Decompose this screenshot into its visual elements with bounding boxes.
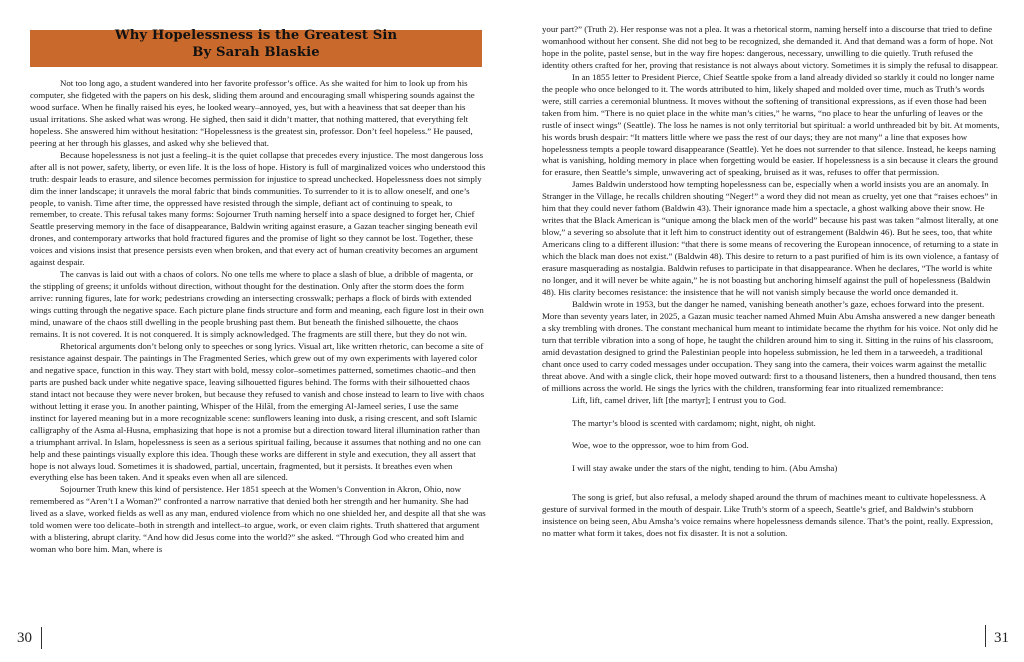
lyric-line: Lift, lift, camel driver, lift [the martyr]; I entrust you to God. xyxy=(572,394,787,405)
article-title: Why Hopelessness is the Greatest Sin xyxy=(114,28,398,43)
paragraph: Baldwin wrote in 1953, but the danger he named, vanishing beneath another’s gaze, echoes forward into the present. More than seventy years later, in 2025, a Gazan music teacher named Ahmed Muin Abu Amsha answered a new danger beneath a sky trembling with drones. The constant mechanical hum meant to intimidate became the rhythm for his voice. Not only did he turn that terrible vibration into a song of hope, he taught the children around him to sing it. Sitting in the ruins of his classroom, amid devastation designed to grind the Palestinian people into hopeless submission, he led them in a tarweedeh, a traditional chant once used to carry coded messages under occupation. They sang into the camera, their voices warm against the metallic threat above. And with a single click, their hope moved outward: first to a thousand listeners, then a hundred thousand, then tens of millions across the world. He sings the lyrics with the children, transforming fear into ritualized remembrance: xyxy=(542,298,998,393)
paragraph: Not too long ago, a student wandered into her favorite professor’s office. As she waited for him to look up from his computer, she fidgeted with the papers on his desk, sliding them around and encouraging small whispering sounds against the wood surface. When he finally raised his eyes, he looked weary–annoyed, yes, but with a heaviness that sat deeper than his usual irritations. She asked what was wrong. He sighed, then said it didn’t matter, that nothing mattered, that everything felt hopeless. She answered him without hesitation: “Hopelessness is the greatest sin, professor. Don’t feel hopeless.” He paused, peering at her through his glasses, and asked why she believed that. xyxy=(30,78,475,148)
right-column xyxy=(542,24,1000,540)
paragraph: Because hopelessness is not just a feeling–it is the quiet collapse that precedes every injustice. The most dangerous loss after all is not power, safety, liberty, or even life. It is the loss of hope. History is full of marginalized voices who understood this truth: despair leads to erasure, and silence becomes permission for injustice to spread unchecked. Hopelessness does not simply dim the inner landscape; it unravels the moral fabric that binds communities. To surrender to it is to allow oneself, and one’s people, to vanish. Time after time, the oppressed have resisted through the simple, defiant act of continuing to speak, to remember, to create. This refusal takes many forms: Sojourner Truth naming herself into a space designed to forget her, Chief Seattle preserving memory in the face of disappearance, Baldwin writing against erasure, a Gazan teacher singing beneath evil drones, and contemporary artworks that hold fractured figures and the promise of light so they cannot be lost. Together, these voices and visions insist that presence persists even when broken, and that every act of human creativity becomes an argument against despair. xyxy=(30,149,486,268)
article-byline: By Sarah Blaskie xyxy=(192,45,320,60)
paragraph: Sojourner Truth knew this kind of persistence. Her 1851 speech at the Women’s Convention in Akron, Ohio, now remembered as “Aren’t I a Woman?” confronted a narrow narrative that denied both her strength and her humanity. She had lived as a slave, worked fields as well as any man, endured violence from which no one shielded her, and despite all that she was told women were too delicate–both in strength and intellect–to argue, work, or even claim rights. Truth shattered that argument with a blistering, abrupt clarity. “And how did Jesus come into the world?” she asked. “Through God who created him and woman who bore him. Man, where is xyxy=(30,484,486,555)
paragraph: James Baldwin understood how tempting hopelessness can be, especially when a world insists you are an anomaly. In Stranger in the Village, he recalls children shouting “Neger!” a word they did not mean as cruelty, yet one that “raises echoes” in him that they could never fathom (Baldwin 43). Their ignorance made him a spectacle, a ghost walking above their snow. He writes that the Black American is “unique among the black men of the world” because his past was taken “almost literally, at one blow,” a severing so absolute that it left him to construct identity out of estrangement (Baldwin 46). But he sees, too, that white Americans cling to a different illusion: “that there is some means of recovering the European innocence, of returning to a state in which the black man does not exist.” (Baldwin 48). This desire to return to a past purified of him is its own violence, a fantasy of erasure masquerading as nostalgia. Baldwin refuses to participate in that disappearance. When he declares, “The world is white no longer, and it will never be white again,” he is not boasting but anchoring himself against the pull of hopelessness (Baldwin 48). His clarity becomes resistance: the insistence that he will not vanish simply because the world once demanded it. xyxy=(542,179,999,297)
right-page xyxy=(512,0,1024,662)
left-column xyxy=(30,78,486,556)
paragraph: Rhetorical arguments don’t belong only to speeches or song lyrics. Visual art, like written rhetoric, can become a site of resistance against despair. The paintings in The Fragmented Series, which grew out of my own experiments with layered color and negative space, function in this way. They start with bold, messy color–sometimes patterned, sometimes chaotic–and then parts are pushed back under white negative space, leaving silhouetted figures behind. The forms with their silhouetted chaos stand intact not because they were never broken, but because they refused to vanish and chose instead to learn to live with chaos without letting it erase you. In another painting, Whisper of the Hilāl, from the emerging Al-Jameel series, I use the same instinct for layered meaning but in a more recognizable scene: sunflowers leaning into dusk, a rising crescent, and soft Islamic calligraphy of the Asma al-Husna, emphasizing that hope is not a promise but a direction toward literal illumination rather than a triumphant arrival. In Islam, hopelessness is seen as a serious spiritual failing, because it assumes that nothing and no one can help and these paintings visually explore this idea. Though these works are different in style and execution, they all assert that hope is not always loud. Sometimes it is shadowed, partial, uncertain, fragmented, but it persists. It breathes even when everything else has been taken. And it speaks even when all are silenced. xyxy=(30,340,485,483)
song-lyrics xyxy=(542,395,1000,476)
paragraph-continued: your part?” (Truth 2). Her response was not a plea. It was a rhetorical storm, naming herself into a discourse that tried to define womanhood without her consent. She did not beg to be recognized, she demanded it. And that demand was a form of hope. Not hope in the polite, pastel sense, but in the way fire hopes: dangerous, necessary, unwilling to die quietly. Truth refused the identity others crafted for her, proving that resistance is not always about victory. Sometimes it is simply the refusal to disappear. xyxy=(542,24,999,70)
page-number-divider xyxy=(41,627,42,649)
page-number-right: 31 xyxy=(994,630,1009,646)
page-number-left: 30 xyxy=(17,630,32,646)
paragraph: The canvas is laid out with a chaos of colors. No one tells me where to place a slash of blue, a dribble of magenta, or the stippling of greens; it unfolds without direction, without thought for the destination. Only after the storm does the form arrive: running figures, late for work; pedestrians crowding an intersecting crosswalk; perhaps a flock of birds with extended wings cutting through the negative space. Each picture plane finds structure and form and meaning, each figure lost in their own mind, unaware of the chaos still dwelling in the people brushing past them. But beneath the finished silhouette, the chaos remains. It is not covered. It is not conquered. It is simply acknowledged. The fragments are still there, but they do not win. xyxy=(30,269,484,340)
lyric-line: I will stay awake under the stars of the night, tending to him. (Abu Amsha) xyxy=(572,463,838,474)
lyric-line: Woe, woe to the oppressor, woe to him from God. xyxy=(572,440,749,451)
paragraph: In an 1855 letter to President Pierce, Chief Seattle spoke from a land already divided so starkly it could no longer name the people who once belonged to it. The words attributed to him, likely shaped and molded over time, much as Truth’s words were, still carries a ceremonial bluntness. It moves without the softening of transitional expressions, as if even those had been taken from him. “There is no quiet place in the white man’s cities,” he warns, “no place to hear the unfurling of leaves or the rustle of insect wings” (Seattle). The loss he names is not only territorial but spiritual: a world unthreaded bit by bit. At moments, his words brush despair: “It matters little where we pass the rest of our days; they are not many” a line that exposes how hopelessness tempts a people toward disappearance (Seattle). Yet he does not surrender to that silence. Instead, he keeps naming what is vanishing, holding memory in place when forgetting would be easier. If hopelessness is a sin because it clears the ground for erasure, then Seattle’s simple, unwavering act of speaking, bruised as it was, refuses to offer that permission. xyxy=(542,71,1000,178)
title-banner xyxy=(30,30,482,67)
paragraph: The song is grief, but also refusal, a melody shaped around the thrum of machines meant to cultivate hopelessness. A gesture of survival formed in the mouth of despair. Like Truth’s storm of a speech, Seattle’s grief, and Baldwin’s stubborn insistence on being seen, Abu Amsha’s voice remains where hopelessness demands silence. That’s the point, really. Expression, no matter what form it takes, does not fix disaster. It is not a solution. xyxy=(542,492,993,539)
lyric-line: The martyr’s blood is scented with cardamom; night, night, oh night. xyxy=(572,417,816,428)
page-number-divider xyxy=(985,625,986,647)
